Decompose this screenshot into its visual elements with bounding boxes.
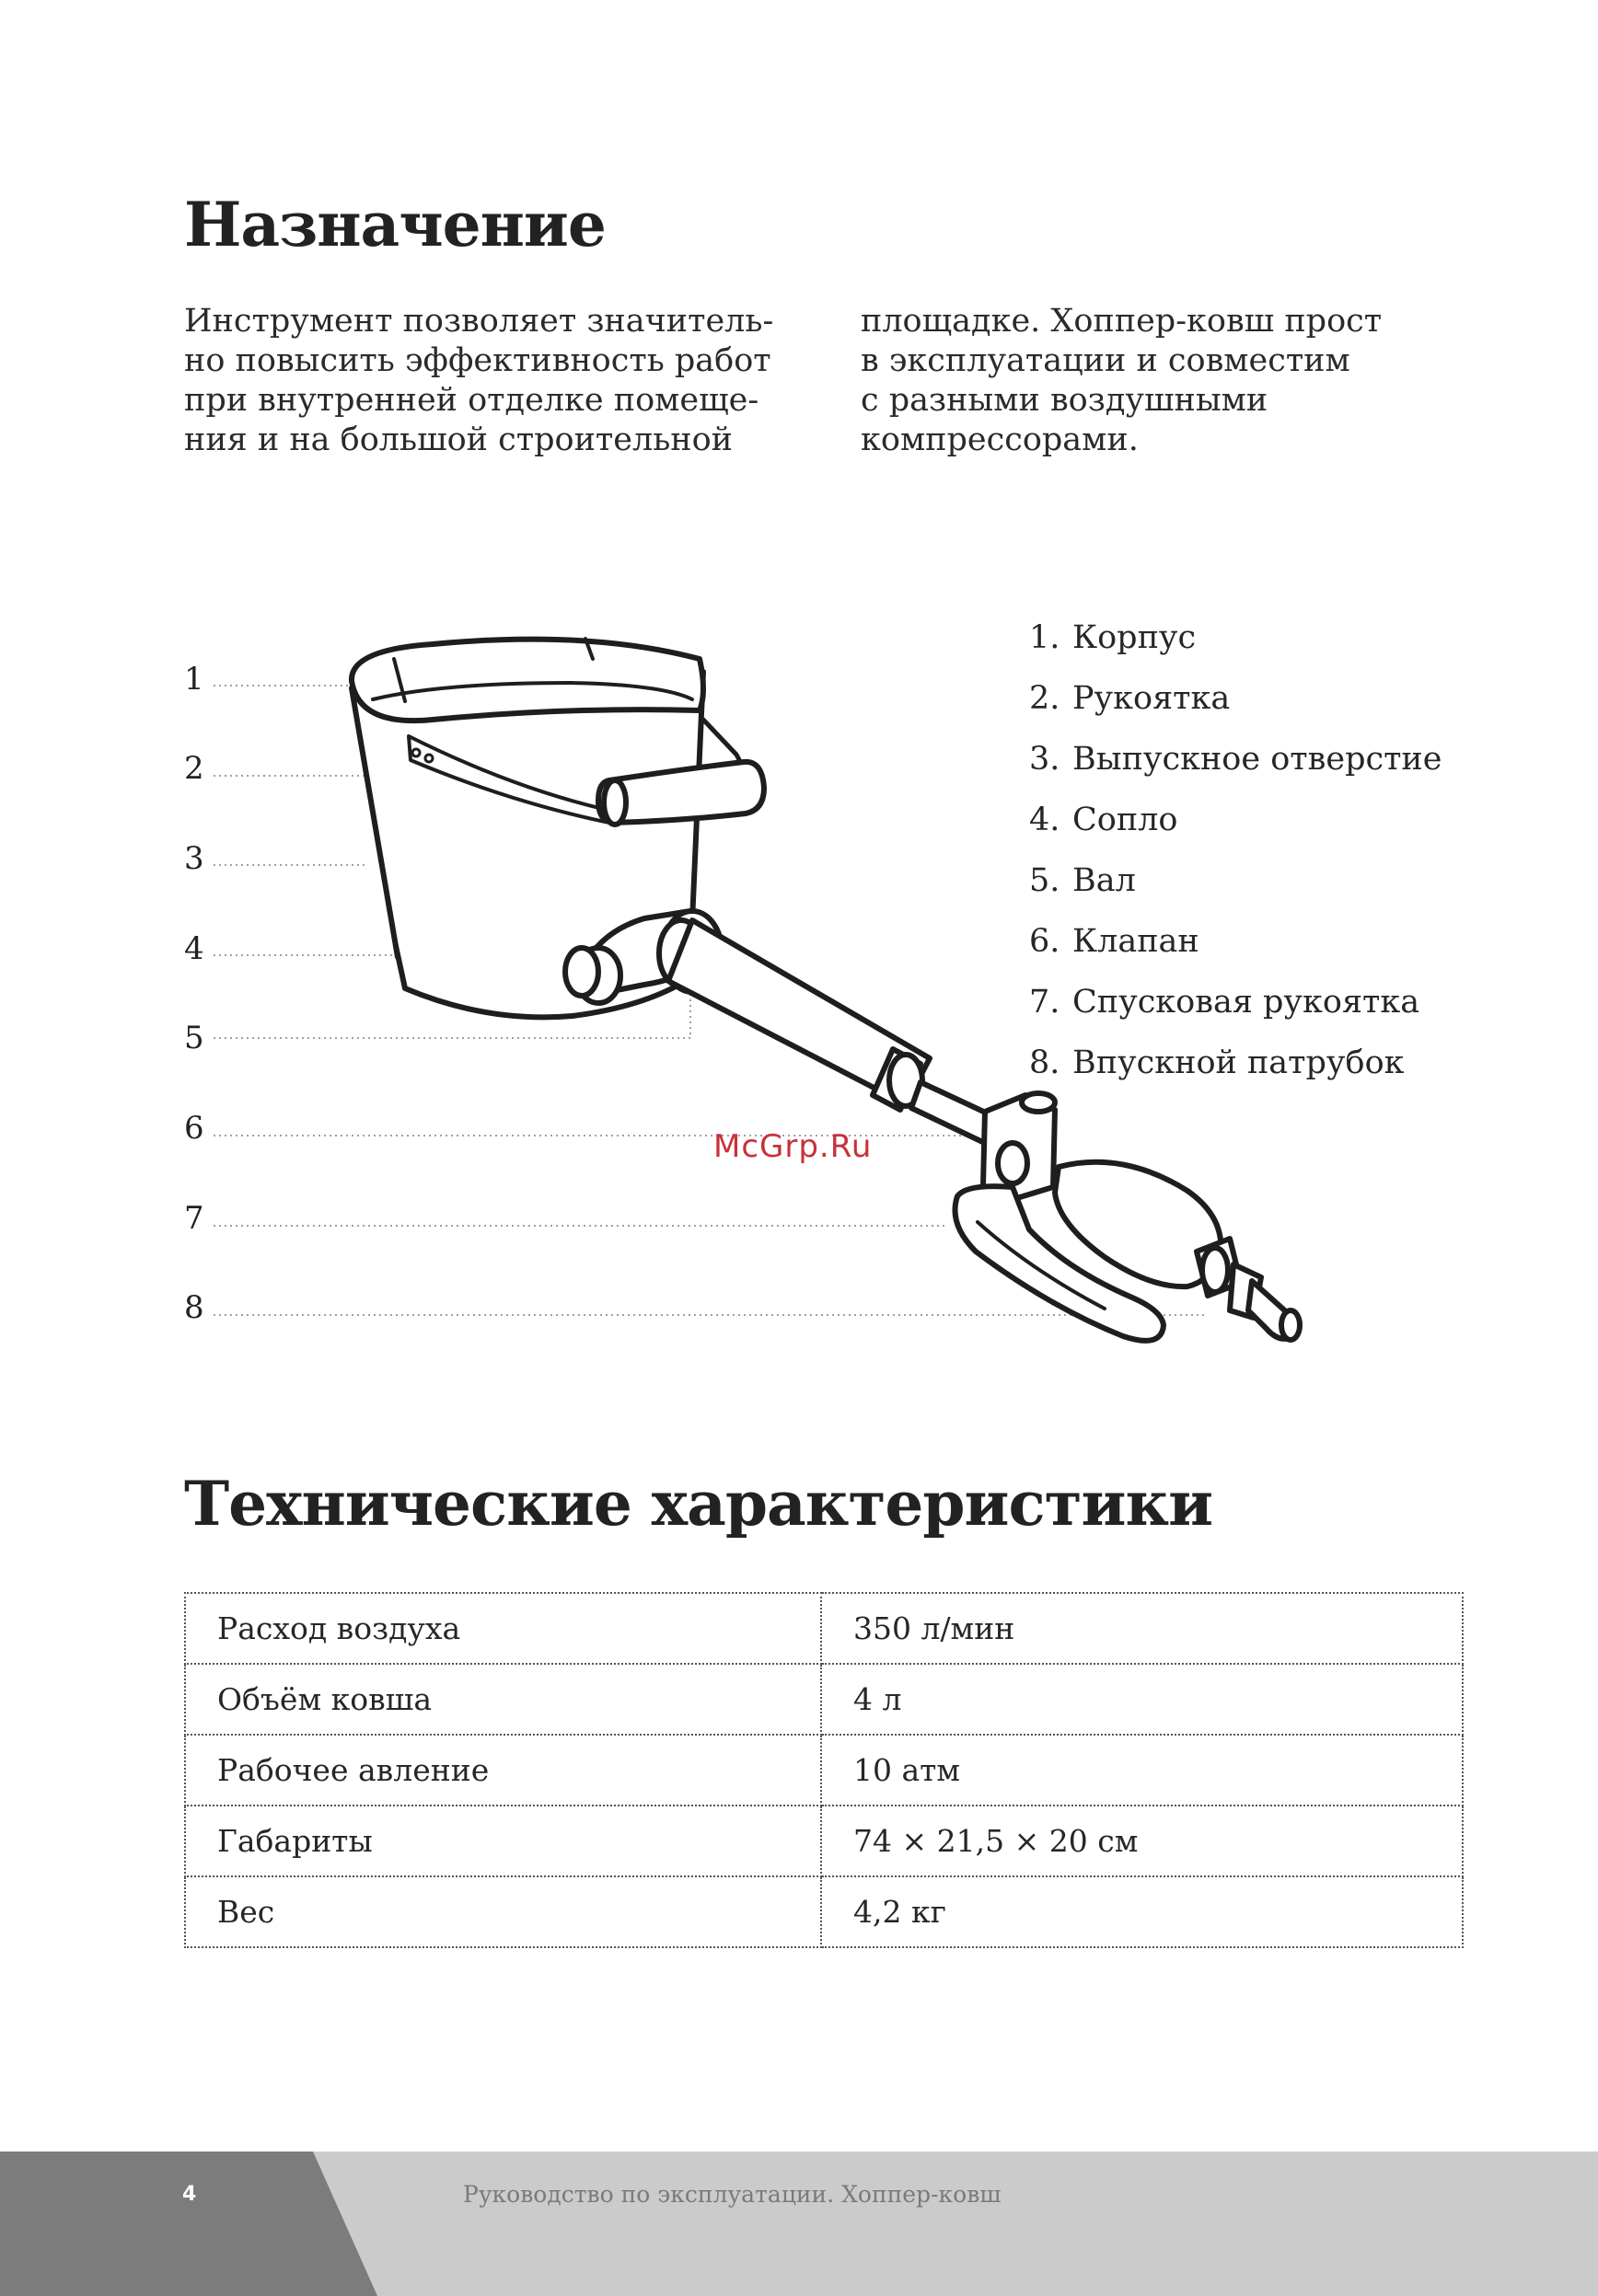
callout-number-7: 7 [184, 1200, 204, 1237]
spec-value: 4,2 кг [821, 1876, 1463, 1947]
spec-name: Объём ковша [185, 1664, 821, 1735]
spec-value: 10 атм [821, 1735, 1463, 1806]
callout-number-6: 6 [184, 1110, 204, 1147]
specs-table [184, 1592, 1464, 1948]
spec-name: Рабочее авление [185, 1735, 821, 1806]
page-number: 4 [182, 2183, 197, 2206]
list-item: 3. Выпускное отверстие [1029, 741, 1442, 778]
callout-number-8: 8 [184, 1289, 204, 1326]
page-title-purpose: Назначение [184, 189, 606, 260]
table-row [185, 1664, 1463, 1735]
footer-title: Руководство по эксплуатации. Хоппер-ковш [463, 2181, 1002, 2208]
table-row [185, 1806, 1463, 1876]
callout-number-2: 2 [184, 750, 204, 787]
table-row [185, 1876, 1463, 1947]
list-item: 8. Впускной патрубок [1029, 1044, 1405, 1081]
callout-number-4: 4 [184, 930, 204, 967]
list-item: 4. Сопло [1029, 802, 1178, 838]
list-item: 5. Вал [1029, 862, 1136, 899]
callout-number-1: 1 [184, 661, 204, 698]
list-item: 6. Клапан [1029, 923, 1199, 960]
section-title-specs: Технические характеристики [184, 1468, 1213, 1540]
list-item: 1. Корпус [1029, 619, 1197, 656]
spec-name: Вес [185, 1876, 821, 1947]
spec-name: Расход воздуха [185, 1593, 821, 1664]
spec-value: 74 × 21,5 × 20 см [821, 1806, 1463, 1876]
spec-name: Габариты [185, 1806, 821, 1876]
spec-value: 4 л [821, 1664, 1463, 1735]
list-item: 7. Спусковая рукоятка [1029, 984, 1420, 1021]
callout-number-3: 3 [184, 840, 204, 877]
watermark: McGrp.Ru [713, 1128, 873, 1165]
footer-page-tab [0, 2152, 377, 2296]
intro-text-column-1: Инструмент позволяет значитель- но повысить эффективность работ при внутренней отделке помеще- ния и на большой строительной [184, 303, 774, 458]
spec-value: 350 л/мин [821, 1593, 1463, 1664]
intro-text-column-2: площадке. Хоппер-ковш прост в эксплуатации и совместим с разными воздушными компрессорами. [861, 303, 1383, 458]
list-item: 2. Рукоятка [1029, 680, 1231, 717]
parts-list [1029, 615, 1442, 1101]
callout-number-5: 5 [184, 1020, 204, 1056]
table-row [185, 1735, 1463, 1806]
table-row [185, 1593, 1463, 1664]
